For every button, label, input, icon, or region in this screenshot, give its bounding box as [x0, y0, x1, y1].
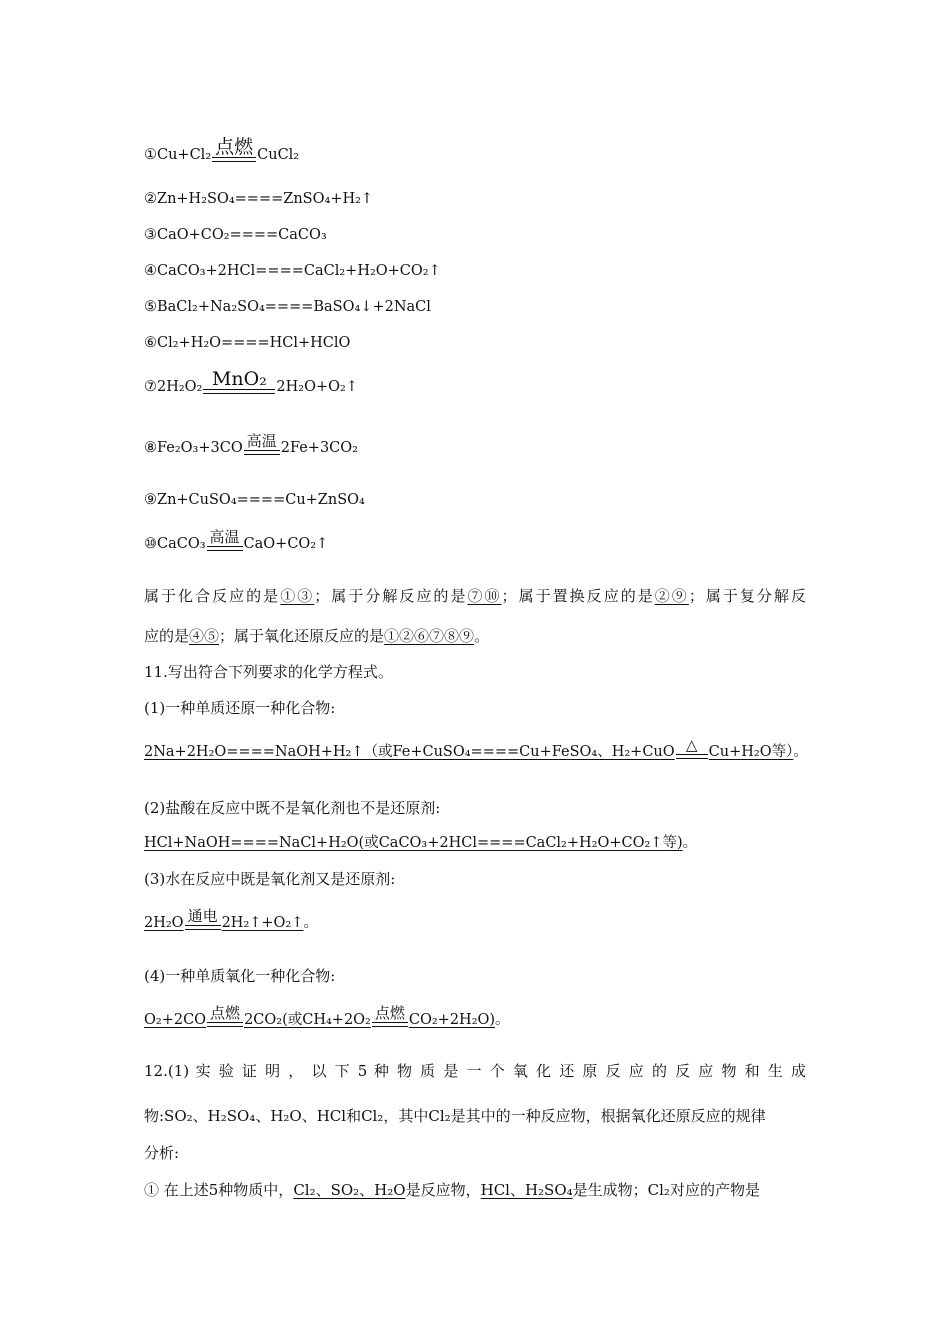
- equation-4: ④CaCO₃+2HCl====CaCl₂+H₂O+CO₂↑: [144, 263, 441, 279]
- displacement-answer: ②⑨: [654, 587, 689, 605]
- q12-reactants-answer: Cl₂、SO₂、H₂O: [293, 1181, 406, 1199]
- q11-title: 11.写出符合下列要求的化学方程式。: [144, 663, 393, 681]
- q11-answer-4-condition-1: [207, 1004, 243, 1030]
- q12-line-2: 物:SO₂、H₂SO₄、H₂O、HCl和Cl₂，其中Cl₂是其中的一种反应物，根据氧化还原反应的规律: [144, 1107, 766, 1125]
- period: 。: [682, 835, 698, 851]
- double-decomposition-label-cont: 应的是: [144, 627, 190, 645]
- eq1-condition: [212, 136, 256, 165]
- q11-answer-1-a: 2Na+2H₂O====NaOH+H₂↑（或Fe+CuSO₄====Cu+FeSO₄、H₂+CuO: [144, 744, 675, 760]
- redox-label: ；属于氧化还原反应的是: [219, 627, 385, 645]
- eq7-reactants: ⑦2H₂O₂: [144, 379, 203, 395]
- period: 。: [495, 1012, 510, 1028]
- q11-part-2: (2)盐酸在反应中既不是氧化剂也不是还原剂:: [144, 799, 441, 817]
- equation-5: ⑤BaCl₂+Na₂SO₄====BaSO₄↓+2NaCl: [144, 299, 431, 315]
- q11-part-3: (3)水在反应中既是氧化剂又是还原剂:: [144, 870, 396, 888]
- q11-answer-4-a: O₂+2CO: [144, 1012, 207, 1028]
- equation-3: ③CaO+CO₂====CaCO₃: [144, 227, 327, 243]
- q11-part-1: (1)一种单质还原一种化合物:: [144, 699, 336, 717]
- q12-line-3: 分析:: [144, 1144, 180, 1162]
- eq10-condition: [207, 528, 243, 554]
- classification-line-2: [144, 626, 806, 646]
- q12-line-4-tail: 是生成物；Cl₂对应的产物是: [572, 1181, 760, 1199]
- q11-answer-2: [144, 833, 697, 853]
- equation-8: [144, 432, 358, 458]
- q11-answer-4-condition-2: [372, 1004, 408, 1030]
- decomposition-label: ；属于分解反应的是: [314, 587, 468, 605]
- q11-answer-3-condition: [185, 907, 221, 933]
- q12-line-4: [144, 1180, 806, 1200]
- double-decomposition-answer: ④⑤: [189, 627, 220, 645]
- period: 。: [474, 627, 490, 645]
- eq1-reactants: ①Cu+Cl₂: [144, 147, 212, 163]
- q11-answer-3-b: 2H₂↑+O₂↑: [221, 915, 304, 931]
- electrolysis-label: 通电: [187, 907, 218, 925]
- equation-1: [144, 136, 300, 165]
- q11-answer-4: [144, 1004, 510, 1030]
- equation-6: ⑥Cl₂+H₂O====HCl+HClO: [144, 335, 351, 351]
- eq8-condition: [244, 432, 280, 458]
- eq8-products: 2Fe+3CO₂: [280, 440, 358, 456]
- decomposition-answer: ⑦⑩: [467, 587, 502, 605]
- eq7-condition-label: MnO₂: [211, 368, 267, 390]
- period: 。: [303, 915, 318, 931]
- eq1-products: CuCl₂: [257, 147, 300, 163]
- double-decomposition-label: ；属于复分解反: [688, 587, 806, 605]
- combination-label: 属于化合反应的是: [144, 587, 281, 605]
- q11-answer-1-b: Cu+H₂O等）: [708, 744, 794, 760]
- equation-2: ②Zn+H₂SO₄====ZnSO₄+H₂↑: [144, 191, 374, 207]
- q12-reactants-label: 是反应物，: [405, 1181, 481, 1199]
- q11-answer-4-b: 2CO₂(或CH₄+2O₂: [244, 1012, 371, 1028]
- equation-7: [144, 368, 358, 397]
- eq10-products: CaO+CO₂↑: [243, 536, 329, 552]
- q11-answer-3: [144, 907, 318, 933]
- equation-9: ⑨Zn+CuSO₄====Cu+ZnSO₄: [144, 492, 365, 508]
- q11-answer-1-condition: [676, 736, 708, 762]
- eq1-condition-label: 点燃: [215, 136, 254, 158]
- redox-answer: ①②⑥⑦⑧⑨: [384, 627, 475, 645]
- q11-answer-1: [144, 736, 808, 762]
- q12-line-4-intro: ① 在上述5种物质中，: [144, 1181, 294, 1199]
- eq10-condition-label: 高温: [209, 528, 240, 546]
- eq10-reactants: ⑩CaCO₃: [144, 536, 206, 552]
- period: 。: [793, 744, 808, 760]
- eq8-condition-label: 高温: [246, 432, 277, 450]
- eq8-reactants: ⑧Fe₂O₃+3CO: [144, 440, 243, 456]
- equation-10: [144, 528, 329, 554]
- q11-answer-3-a: 2H₂O: [144, 915, 184, 931]
- classification-line-1: [144, 586, 806, 606]
- q11-answer-2-text: HCl+NaOH====NaCl+H₂O(或CaCO₃+2HCl====CaCl₂+H₂O+CO₂↑等): [144, 835, 683, 851]
- eq7-condition: [203, 368, 275, 397]
- ignition-label-1: 点燃: [210, 1004, 241, 1022]
- heat-symbol: △: [685, 736, 698, 754]
- displacement-label: ；属于置换反应的是: [501, 587, 655, 605]
- eq7-products: 2H₂O+O₂↑: [276, 379, 358, 395]
- ignition-label-2: 点燃: [374, 1004, 405, 1022]
- combination-answer: ①③: [280, 587, 315, 605]
- q12-products-answer: HCl、H₂SO₄: [480, 1181, 573, 1199]
- q12-line-1: 12.(1) 实 验 证 明 ， 以 下 5 种 物 质 是 一 个 氧 化 还 原 反 应 的 反 应 物 和 生 成: [144, 1062, 806, 1080]
- q11-part-4: (4)一种单质氧化一种化合物:: [144, 967, 336, 985]
- q11-answer-4-c: CO₂+2H₂O): [408, 1012, 496, 1028]
